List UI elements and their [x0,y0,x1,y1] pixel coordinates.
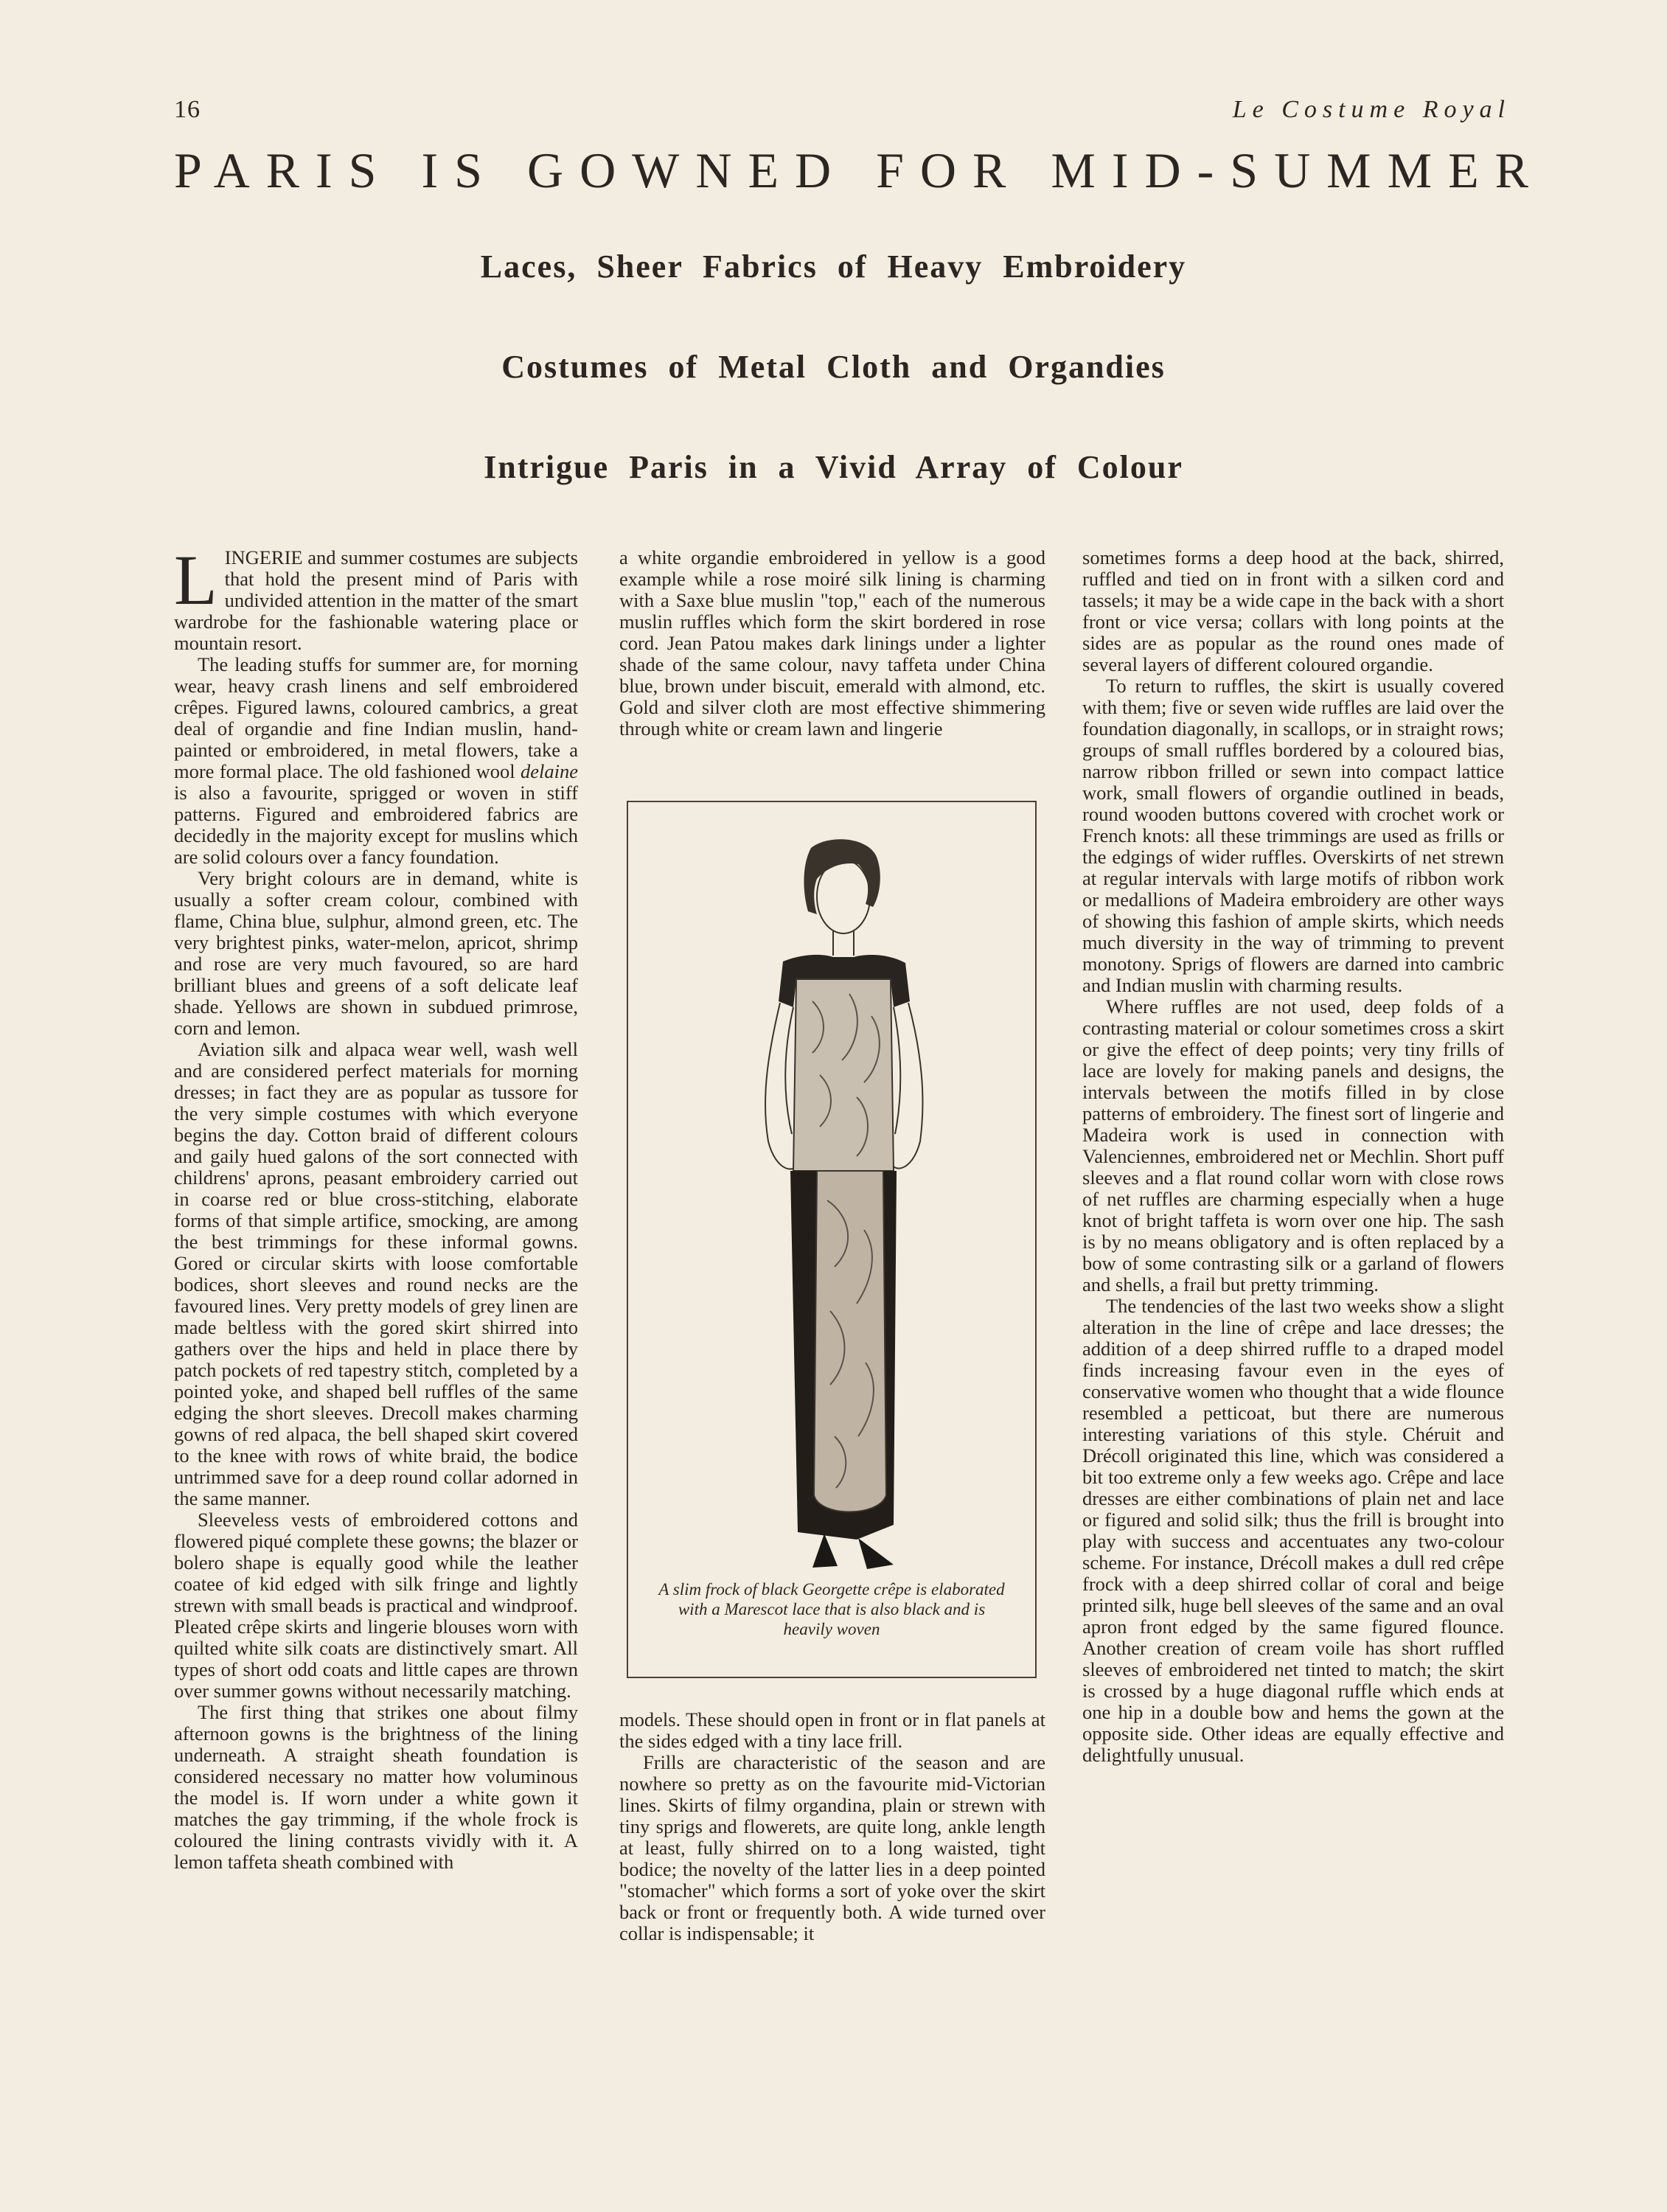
paragraph: Very bright colours are in demand, white is usually a softer cream colour, combined with flame, China blue, sulphur, almond green, etc. The very brightest pinks, water-melon, apricot, shrimp and rose are very much favoured, so are hard brilliant blues and greens of a soft delicate leaf shade. Yellows are shown in subdued primrose, corn and lemon. [174,867,578,1039]
text-column-1 [174,540,578,1873]
paragraph-text: is also a favourite, sprigged or woven in stiff patterns. Figured and embroidered fabrics are decidedly in the majority except for muslins which are solid colours over a fancy foundation. [174,782,578,868]
paragraph-text: The leading stuffs for summer are, for morning wear, heavy crash linens and self embroidered crêpes. Figured lawns, coloured cambrics, a great deal of organdie and fine Indian muslin, hand-painted or embroidered, in metal flowers, take a more formal place. The old fashioned wool [174,653,578,782]
paragraph: Sleeveless vests of embroidered cottons and flowered piqué complete these gowns; the blazer or bolero shape is equally good while the leather coatee of kid edged with silk fringe and lightly strewn with small beads is practical and windproof. Pleated crêpe skirts and lingerie blouses worn with quilted white silk coats are distinctively smart. All types of short odd coats and little capes are thrown over summer gowns without necessarily matching. [174,1509,578,1702]
article-title: PARIS IS GOWNED FOR MID-SUMMER [174,142,1545,198]
paragraph: The tendencies of the last two weeks show a slight alteration in the line of crêpe and lace dresses; the addition of a deep shirred ruffle to a draped model finds increasing favour even in the eyes of conservative women who thought that a wide flounce resembled a petticoat, but there are numerous interesting variations of this style. Chéruit and Drécoll originated this line, which was considered a bit too extreme only a few weeks ago. Crêpe and lace dresses are either combinations of plain net and lace or figured and solid silk; thus the frill is brought into play with success and accentuates any two-colour scheme. For instance, Drécoll makes a dull red crêpe frock with a deep shirred collar of coral and beige printed silk, huge bell sleeves of the same and an oval apron front edged by the same figured flounce. Another creation of cream voile has short ruffled sleeves of embroidered net tinted to match; the skirt is crossed by a huge diagonal ruffle which ends at one hip in a double bow and hems the gown at the opposite side. Other ideas are equally effective and delightfully unusual. [1082,1295,1504,1766]
paragraph [174,654,578,868]
text-column-3 [1082,547,1504,1766]
text-column-2-bottom [619,1709,1045,1944]
paragraph: a white organdie embroidered in yellow is a good example while a rose moiré silk lining is charming with a Saxe blue muslin "top," each of the numerous muslin ruffles which form the skirt bordered in rose cord. Jean Patou makes dark linings under a lighter shade of the same colour, navy taffeta under China blue, brown under biscuit, emerald with almond, etc. Gold and silver cloth are most effective shimmering through white or cream lawn and lingerie [619,546,1045,740]
paragraph: Where ruffles are not used, deep folds of a contrasting material or colour sometimes cross a skirt or give the effect of deep points; very tiny frills of lace are lovely for making panels and designs, the intervals between the motifs filled in by close patterns of embroidery. The finest sort of lingerie and Madeira work is used in connection with Valenciennes, embroidered net or Mechlin. Short puff sleeves and a flat round collar worn with close rows of net ruffles are charming especially when a huge knot of bright taffeta is worn over one hip. The sash is by no means obligatory and is often replaced by a bow of some contrasting silk or a garland of flowers and shells, a frail but pretty trimming. [1082,995,1504,1295]
drop-cap: L [174,540,217,619]
text-column-2-top [619,547,1045,740]
page-number: 16 [174,96,201,123]
paragraph: sometimes forms a deep hood at the back, shirred, ruffled and tied on in front with a silken cord and tassels; it may be a wide cape in the back with a short front or vice versa; collars with long points at the sides are as popular as the round ones made of several layers of different coloured organdie. [1082,546,1504,675]
paragraph: To return to ruffles, the skirt is usually covered with them; five or seven wide ruffles are laid over the foundation diagonally, in scallops, or in straight rows; groups of small ruffles bordered by a coloured bias, narrow ribbon frilled or sewn into compact lattice work, small flowers of organdie outlined in beads, round wooden buttons covered with crochet work or French knots: all these trimmings are used as frills or the edgings of wider ruffles. Overskirts of net strewn at regular intervals with large motifs of ribbon work or medallions of Madeira embroidery are other ways of showing this fashion of ample skirts, which needs much diversity in the way of trimming to prevent monotony. Sprigs of flowers are darned into cambric and Indian muslin with charming results. [1082,675,1504,996]
italic-term: delaine [521,760,578,782]
figure-caption: A slim frock of black Georgette crêpe is elaborated with a Marescot lace that is also black and is heavily woven [658,1580,1005,1638]
paragraph: Aviation silk and alpaca wear well, wash well and are considered perfect materials for morning dresses; in fact they are as popular as tussore for the very simple costumes with which everyone begins the day. Cotton braid of different colours and gaily hued galons of the sort connected with childrens' aprons, peasant embroidery carried out in coarse red or blue cross-stitching, elaborate forms of that simple artifice, smocking, are among the best trimmings for these informal gowns. Gored or circular skirts with loose comfortable bodices, short sleeves and round necks are the favoured lines. Very pretty models of grey linen are made beltless with the gored skirt shirred into gathers over the hips and held in place there by patch pockets of red tapestry stitch, completed by a pointed yoke, and shaped bell ruffles of the same edging the short sleeves. Drecoll makes charming gowns of red alpaca, the bell shaped skirt covered to the knee with rows of white braid, the bodice untrimmed save for a deep round collar adorned in the same manner. [174,1038,578,1509]
subtitle-1: Laces, Sheer Fabrics of Heavy Embroidery [480,248,1187,285]
running-head: Le Costume Royal [1232,96,1511,123]
fashion-illustration [672,832,994,1576]
paragraph: The first thing that strikes one about filmy afternoon gowns is the brightness of the lining underneath. A straight sheath foundation is considered necessary no matter how voluminous the model is. If worn under a white gown it matches the gay trimming, if the whole frock is coloured the lining contrasts vividly with it. A lemon taffeta sheath combined with [174,1701,578,1873]
paragraph [174,540,578,654]
paragraph: models. These should open in front or in flat panels at the sides edged with a tiny lace frill. [619,1708,1045,1752]
fashion-illustration-frame [627,801,1037,1678]
subtitle-2: Costumes of Metal Cloth and Organdies [501,349,1166,385]
paragraph: Frills are characteristic of the season and are nowhere so pretty as on the favourite mid-Victorian lines. Skirts of filmy organdina, plain or strewn with tiny sprigs and flowerets, are quite long, ankle length at least, fully shirred on to a long waisted, tight bodice; the novelty of the latter lies in a deep pointed "stomacher" which forms a sort of yoke over the skirt back or front or frequently both. A wide turned over collar is indispensable; it [619,1751,1045,1944]
paragraph-text: INGERIE and summer costumes are subjects that hold the present mind of Paris with undivided attention in the matter of the smart wardrobe for the fashionable watering place or mountain resort. [174,546,578,654]
subtitle-3: Intrigue Paris in a Vivid Array of Colour [484,449,1183,485]
